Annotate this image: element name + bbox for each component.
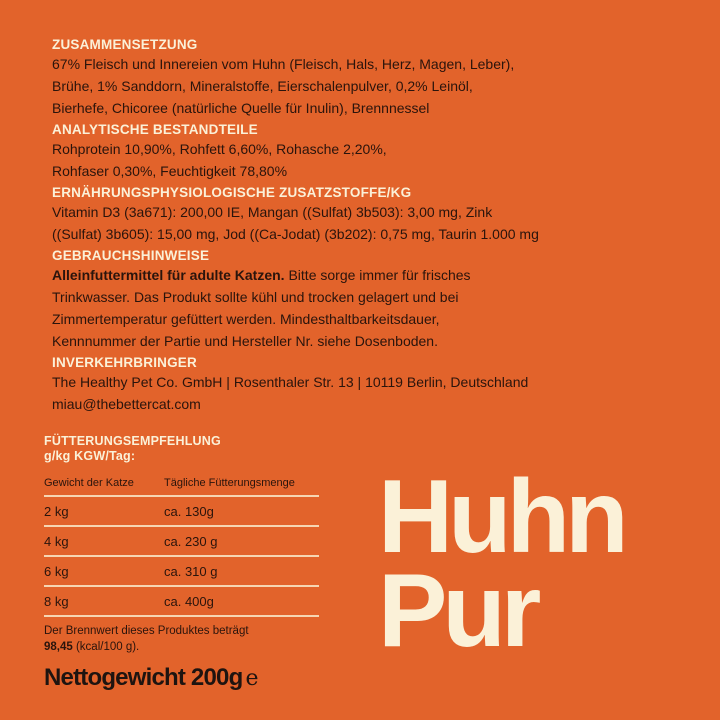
distributor-heading: INVERKEHRBRINGER [52,355,197,370]
table-row [44,556,319,586]
column-header-weight: Gewicht der Katze [44,473,164,496]
additives-line: Vitamin D3 (3a671): 200,00 IE, Mangan ((Sulfat) 3b503): 3,00 mg, Zink [52,204,493,220]
net-weight-label: Nettogewicht 200g [44,664,243,691]
product-name-line2: Pur [378,553,537,669]
energy-value: 98,45 [44,641,73,653]
feeding-table-header [44,473,319,496]
composition-line: 67% Fleisch und Innereien vom Huhn (Fleisch, Hals, Herz, Magen, Leber), [52,56,515,72]
analytical-line: Rohfaser 0,30%, Feuchtigkeit 78,80% [52,163,288,179]
distributor-address: The Healthy Pet Co. GmbH | Rosenthaler Str. 13 | 10119 Berlin, Deutschland [52,374,529,390]
feeding-table [44,473,319,617]
usage-heading: GEBRAUCHSHINWEISE [52,248,210,263]
daily-amount: ca. 230 g [164,526,319,556]
cat-weight: 6 kg [44,556,164,586]
cat-weight: 2 kg [44,496,164,526]
cat-weight: 8 kg [44,586,164,616]
net-weight [44,664,258,692]
column-header-amount: Tägliche Fütterungsmenge [164,473,319,496]
analytical-section [52,121,692,182]
usage-bold-lead: Alleinfuttermittel für adulte Katzen. [52,267,285,283]
additives-heading: ERNÄHRUNGSPHYSIOLOGISCHE ZUSATZSTOFFE/KG [52,185,412,200]
composition-line: Brühe, 1% Sanddorn, Mineralstoffe, Eierschalenpulver, 0,2% Leinöl, [52,78,473,94]
composition-section [52,36,692,119]
distributor-section [52,354,692,415]
energy-text: Der Brennwert dieses Produktes beträgt [44,625,249,637]
daily-amount: ca. 400g [164,586,319,616]
table-row [44,496,319,526]
product-label-text [52,36,692,417]
composition-line: Bierhefe, Chicoree (natürliche Quelle für Inulin), Brennnessel [52,100,430,116]
feeding-recommendation [44,434,320,655]
energy-statement [44,623,320,655]
usage-line [52,265,692,286]
cat-weight: 4 kg [44,526,164,556]
additives-section [52,184,692,245]
usage-section [52,247,692,352]
usage-line: Zimmertemperatur gefüttert werden. Mindesthaltbarkeitsdauer, [52,311,440,327]
energy-unit: (kcal/100 g). [72,641,140,653]
usage-line: Trinkwasser. Das Produkt sollte kühl und trocken gelagert und bei [52,289,459,305]
usage-line: Kennnummer der Partie und Hersteller Nr. siehe Dosenboden. [52,333,438,349]
product-name [378,459,624,669]
analytical-line: Rohprotein 10,90%, Rohfett 6,60%, Rohasche 2,20%, [52,141,387,157]
feeding-subheading: g/kg KGW/Tag: [44,449,136,463]
product-name-line1: Huhn [378,459,624,575]
composition-heading: ZUSAMMENSETZUNG [52,37,198,52]
analytical-heading: ANALYTISCHE BESTANDTEILE [52,122,258,137]
table-row [44,586,319,616]
table-row [44,526,319,556]
additives-line: ((Sulfat) 3b605): 15,00 mg, Jod ((Ca-Jodat) (3b202): 0,75 mg, Taurin 1.000 mg [52,226,539,242]
e-mark-icon: e [245,666,258,691]
distributor-email: miau@thebettercat.com [52,396,201,412]
daily-amount: ca. 310 g [164,556,319,586]
daily-amount: ca. 130g [164,496,319,526]
usage-line-rest: Bitte sorge immer für frisches [284,267,471,283]
feeding-heading: FÜTTERUNGSEMPFEHLUNG [44,434,221,448]
